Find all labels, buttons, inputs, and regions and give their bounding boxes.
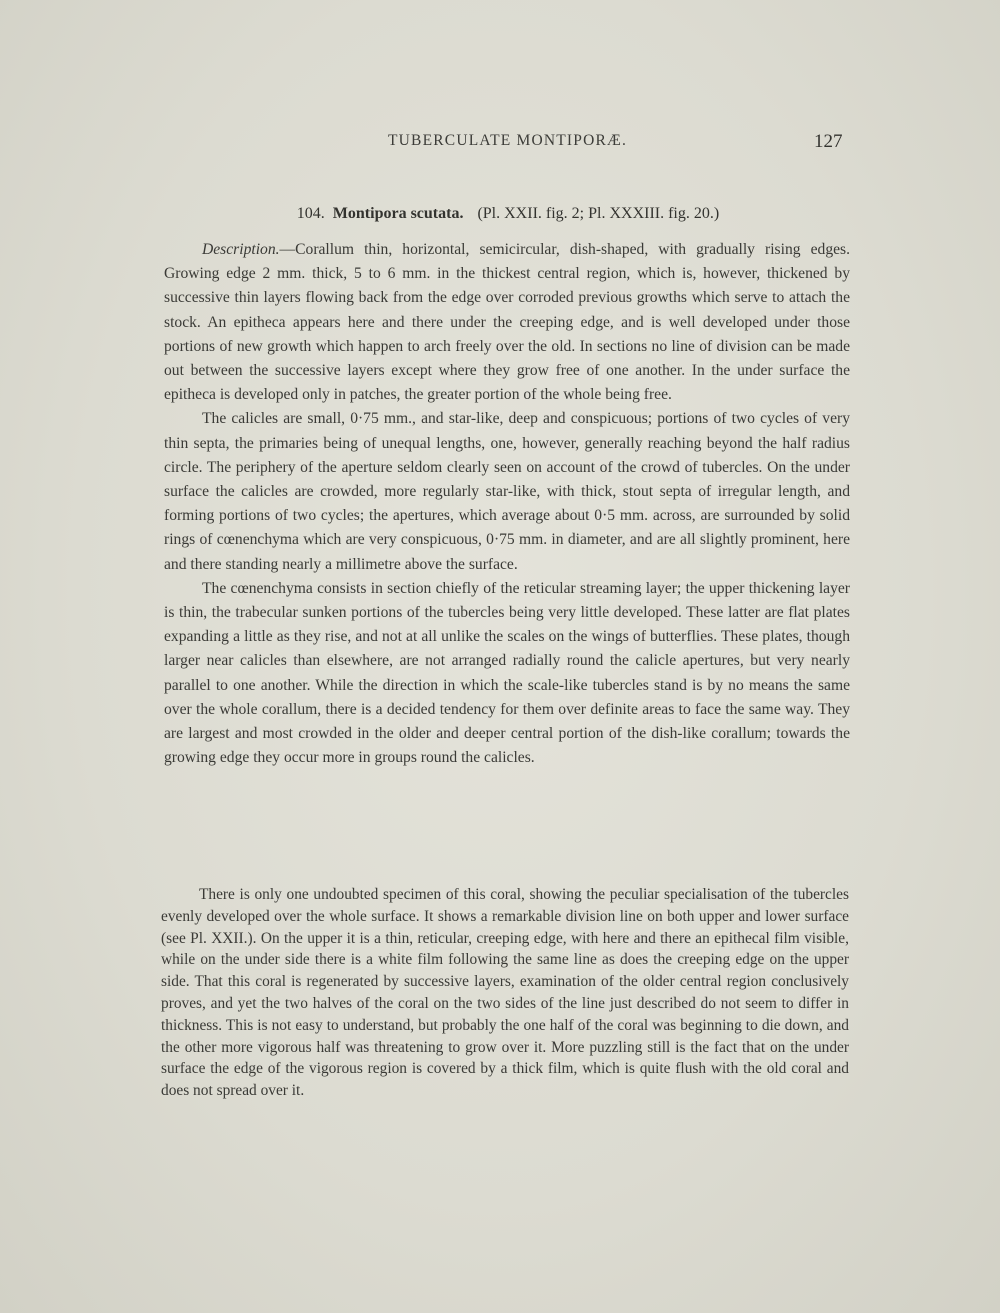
species-heading — [0, 205, 1000, 223]
description-paragraph-text: —Corallum thin, horizontal, semicircular, dish-shaped, with gradually rising edges. Growing edge 2 mm. thick, 5 to 6 mm. in the thickest central region, which is, however, thickened by successive thin layers flowing back from the edge over corroded previous growths which serve to attach the stock. An epitheca appears here and there under the creeping edge, and is well developed under those portions of new growth which happen to arch freely over the old. In sections no line of division can be made out between the successive layers except where they grow free of one another. In the under surface the epitheca is developed only in patches, the greater portion of the whole being free. — [164, 241, 850, 404]
coenenchyma-paragraph: The cœnenchyma consists in section chiefly of the reticular streaming layer; the upper thickening layer is thin, the trabecular sunken portions of the tubercles being very little developed. These latter are flat plates expanding a little as they rise, and not at all unlike the scales on the wings of butterflies. These plates, though larger near calicles than elsewhere, are not arranged radially round the calicle apertures, but very nearly parallel to one another. While the direction in which the scale-like tubercles stand is by no means the same over the whole corallum, there is a decided tendency for them over definite areas to face the same way. They are largest and most crowded in the older and deeper central portion of the dish-like corallum; towards the growing edge they occur more in groups round the calicles. — [164, 579, 850, 767]
notes-paragraph: There is only one undoubted specimen of this coral, showing the peculiar specialisation of the tubercles evenly developed over the whole surface. It shows a remarkable division line on both upper and lower surface (see Pl. XXII.). On the upper it is a thin, reticular, creeping edge, with here and there an epithecal film visible, while on the under side there is a white film following the same line as does the creeping edge on the upper side. That this coral is regenerated by successive layers, examination of the older central region conclusively proves, and yet the two halves of the coral on the two sides of the line just described do not seem to differ in thickness. This is not easy to understand, but probably the one half of the coral was beginning to die down, and the other more vigorous half was threatening to grow over it. More puzzling still is the fact that on the under surface the edge of the vigorous region is covered by a thick film, which is quite flush with the old coral and does not spread over it. — [161, 886, 849, 1100]
notes-section — [161, 884, 849, 1102]
description-paragraph — [164, 238, 850, 407]
species-name: Montipora scutata. — [332, 205, 464, 222]
page-number: 127 — [814, 131, 843, 152]
species-number: 104. — [296, 205, 325, 222]
plate-references: (Pl. XXII. fig. 2; Pl. XXXIII. fig. 20.) — [477, 205, 720, 222]
calicles-paragraph: The calicles are small, 0·75 mm., and star-like, deep and conspicuous; portions of two cycles of very thin septa, the primaries being of unequal lengths, one, however, generally reaching beyond the half radius circle. The periphery of the aperture seldom clearly seen on account of the crowd of tubercles. On the under surface the calicles are crowded, more regularly star-like, with thick, stout septa of irregular length, and forming portions of two cycles; the apertures, which average about 0·5 mm. across, are surrounded by solid rings of cœnenchyma which are very conspicuous, 0·75 mm. in diameter, and are all slightly prominent, here and there standing nearly a millimetre above the surface. — [164, 410, 850, 573]
running-title: TUBERCULATE MONTIPORÆ. — [388, 132, 628, 149]
description-section — [164, 238, 850, 770]
description-lead: Description. — [202, 241, 280, 258]
